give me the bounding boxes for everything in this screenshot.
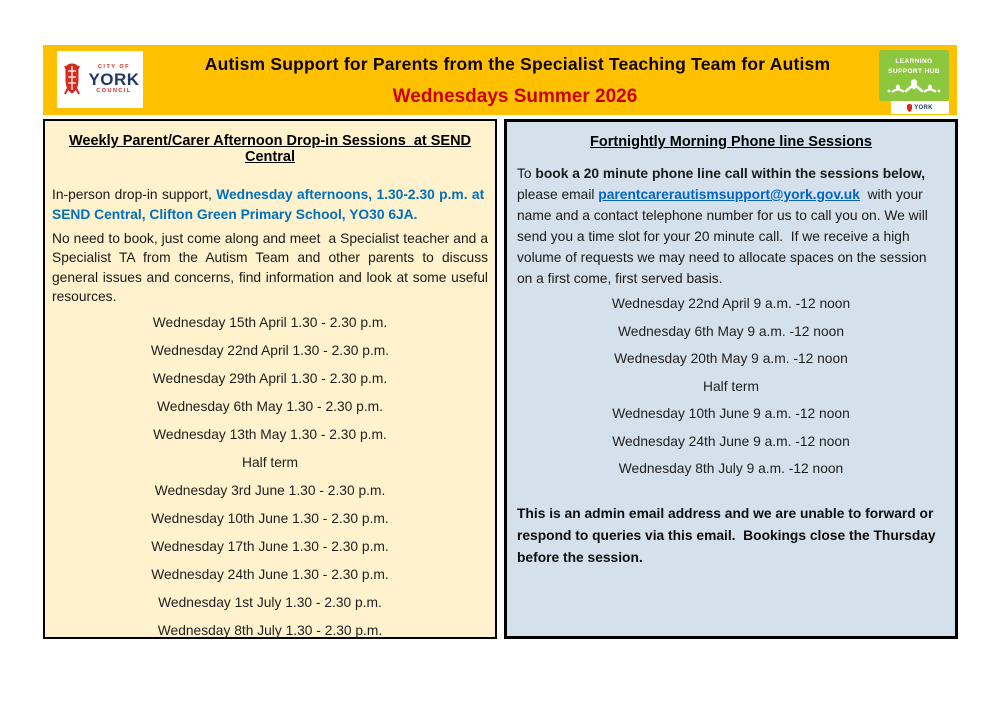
session-date-row: Wednesday 10th June 9 a.m. -12 noon xyxy=(612,406,850,421)
session-date-row: Wednesday 8th July 1.30 - 2.30 p.m. xyxy=(157,623,383,639)
session-date-row: Wednesday 1st July 1.30 - 2.30 p.m. xyxy=(158,595,382,611)
lsh-line1: LEARNING xyxy=(895,58,933,65)
session-date-row: Half term xyxy=(703,378,759,394)
session-date-row: Wednesday 13th May 1.30 - 2.30 p.m. xyxy=(153,427,387,443)
booking-email-link[interactable]: parentcarerautismsupport@york.gov.uk xyxy=(598,187,860,202)
dropin-panel-title: Weekly Parent/Carer Afternoon Drop-in Sessions at SEND Central xyxy=(68,133,472,165)
phoneline-panel-title: Fortnightly Morning Phone line Sessions xyxy=(590,134,872,150)
york-council-label: COUNCIL xyxy=(96,88,132,94)
york-city-of-label: CITY OF xyxy=(97,63,131,70)
phoneline-intro-lead: To xyxy=(517,166,536,181)
lsh-york-strip xyxy=(891,101,949,114)
session-date-row: Wednesday 17th June 1.30 - 2.30 p.m. xyxy=(151,539,389,555)
session-date-row: Wednesday 15th April 1.30 - 2.30 p.m. xyxy=(152,315,388,331)
dropin-details-paragraph: No need to book, just come along and meet a Specialist teacher and a Specialist TA from the Autism Team and other parents to discuss general issues and concerns, find information and look at some useful resources. xyxy=(52,231,488,305)
lsh-green-square xyxy=(879,50,949,101)
header-banner xyxy=(43,45,957,115)
learning-support-hub-logo xyxy=(879,50,951,114)
session-date-row: Wednesday 3rd June 1.30 - 2.30 p.m. xyxy=(154,483,386,499)
session-date-row: Wednesday 6th May 9 a.m. -12 noon xyxy=(618,323,844,339)
lsh-people-icon xyxy=(885,78,943,95)
phoneline-intro-bold: book a 20 minute phone line call within the sessions below, xyxy=(535,166,926,181)
flyer-subtitle: Wednesdays Summer 2026 xyxy=(392,86,638,107)
phoneline-sessions-panel xyxy=(504,119,958,639)
session-date-row: Wednesday 24th June 1.30 - 2.30 p.m. xyxy=(151,567,389,583)
dropin-date-list xyxy=(45,309,495,645)
dropin-intro-highlight: Wednesday afternoons, 1.30-2.30 p.m. at SEND Central, Clifton Green Primary School, YO30 6JA. xyxy=(52,187,488,222)
session-date-row: Wednesday 22nd April 9 a.m. -12 noon xyxy=(611,296,851,311)
session-date-row: Wednesday 20th May 9 a.m. -12 noon xyxy=(614,351,848,366)
admin-email-notice: This is an admin email address and we are unable to forward or respond to queries via this email. Bookings close the Thursday before the session. xyxy=(517,505,936,565)
york-council-logo xyxy=(57,51,143,108)
lsh-line2: SUPPORT HUB xyxy=(888,67,940,75)
session-date-row: Wednesday 6th May 1.30 - 2.30 p.m. xyxy=(157,399,383,415)
lsh-mini-york-label: YORK xyxy=(914,104,933,111)
phoneline-intro-mid: please email xyxy=(517,187,599,202)
session-date-row: Wednesday 8th July 9 a.m. -12 noon xyxy=(618,461,844,476)
session-date-row: Wednesday 22nd April 1.30 - 2.30 p.m. xyxy=(150,343,390,359)
york-crest-icon xyxy=(60,60,84,100)
phoneline-date-list xyxy=(507,290,955,483)
phoneline-intro-paragraph xyxy=(517,163,943,289)
flyer-title: Autism Support for Parents from the Specialist Teaching Team for Autism xyxy=(204,54,831,74)
dropin-intro-plain: In-person drop-in support, xyxy=(52,187,217,202)
session-date-row: Half term xyxy=(242,455,298,471)
session-date-row: Wednesday 10th June 1.30 - 2.30 p.m. xyxy=(151,511,389,527)
dropin-intro-paragraph xyxy=(52,185,488,224)
dropin-sessions-panel xyxy=(43,119,497,639)
york-label: YORK xyxy=(88,70,140,89)
session-date-row: Wednesday 29th April 1.30 - 2.30 p.m. xyxy=(152,371,388,387)
phoneline-intro-rest: with your name and a contact telephone number for us to call you on. We will send you a time slot for your 20 minute call. If we receive a high volume of requests we may need to allocate spaces on the session on a first come, first served basis. xyxy=(517,187,928,286)
session-date-row: Wednesday 24th June 9 a.m. -12 noon xyxy=(612,433,850,449)
york-logo-text xyxy=(88,65,139,95)
lsh-mini-crest-icon xyxy=(907,104,912,112)
